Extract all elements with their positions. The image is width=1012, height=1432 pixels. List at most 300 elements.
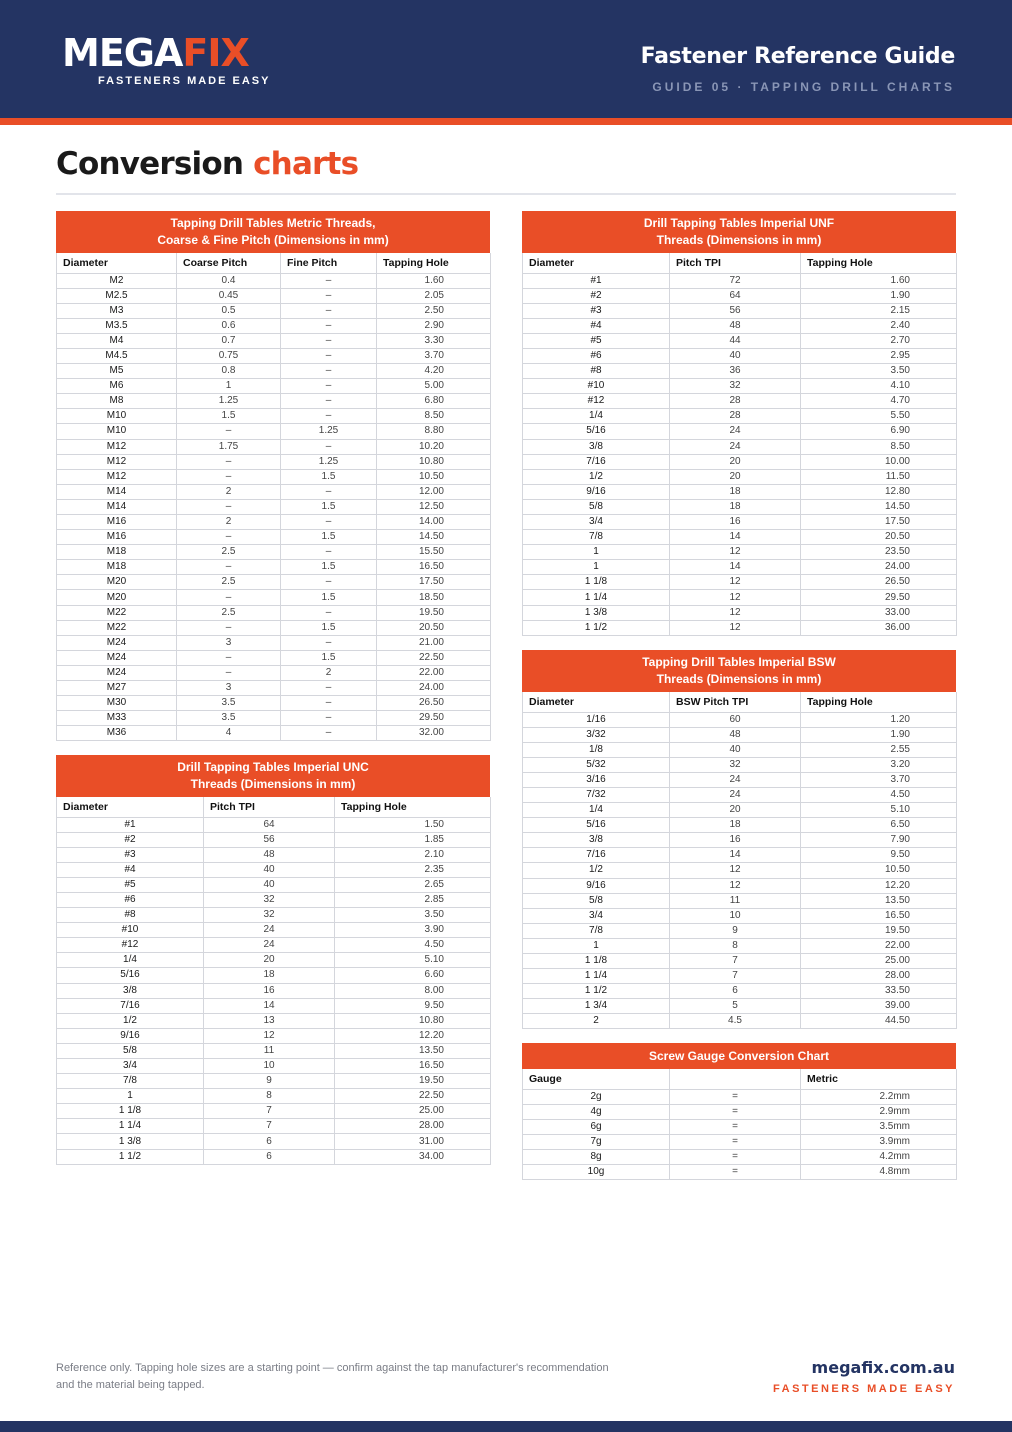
table-cell: 1.25 [281, 454, 377, 469]
table-cell: 9 [204, 1074, 335, 1089]
table-row [57, 364, 491, 379]
table-cell: – [177, 424, 281, 439]
table-cell: 1.90 [801, 727, 957, 742]
table-cell: 3/32 [523, 727, 670, 742]
table-cell: 1.5 [281, 650, 377, 665]
logo-wordmark [62, 33, 272, 73]
column-header: Tapping Hole [801, 692, 957, 712]
table-cell: 36.00 [801, 620, 957, 635]
header-title: Fastener Reference Guide [640, 44, 955, 69]
table-cell: 7 [204, 1104, 335, 1119]
table-cell: 4.5 [670, 1014, 801, 1029]
table-row [523, 954, 957, 969]
table-row [523, 333, 957, 348]
table-cell: 7/8 [523, 923, 670, 938]
table-cell: #5 [523, 333, 670, 348]
table-row [523, 863, 957, 878]
table-header-row [57, 797, 491, 817]
table-cell: 12.00 [377, 484, 491, 499]
table-row [523, 560, 957, 575]
table-cell: 1.5 [281, 530, 377, 545]
table-cell: – [281, 288, 377, 303]
table-cell: 3.9mm [801, 1134, 957, 1149]
table-cell: 1/4 [523, 409, 670, 424]
page-header [0, 0, 1012, 118]
table-cell: 1 1/8 [57, 1104, 204, 1119]
table-cell: – [177, 530, 281, 545]
table-cell: 1.5 [281, 499, 377, 514]
table-cell: 12 [670, 878, 801, 893]
table-cell: 12.20 [335, 1028, 491, 1043]
table-cell: 10.50 [377, 469, 491, 484]
table-row [57, 650, 491, 665]
table-row [57, 499, 491, 514]
table-cell: 21.00 [377, 635, 491, 650]
table-cell: 10g [523, 1164, 670, 1179]
table-cell: – [177, 469, 281, 484]
table-row [523, 969, 957, 984]
table-cell: 2.15 [801, 303, 957, 318]
table-row [523, 318, 957, 333]
column-header: Metric [801, 1069, 957, 1089]
table-cell: 2.90 [377, 318, 491, 333]
table-cell: 2 [177, 484, 281, 499]
table-row [523, 727, 957, 742]
table-cell: 5.10 [801, 803, 957, 818]
table-cell: = [670, 1089, 801, 1104]
table-cell: – [281, 545, 377, 560]
table-row [523, 575, 957, 590]
table-cell: 36 [670, 364, 801, 379]
table-cell: 1/4 [57, 953, 204, 968]
table-cell: #6 [523, 348, 670, 363]
table-row [57, 1013, 491, 1028]
table-cell: 2 [523, 1014, 670, 1029]
table-row [523, 878, 957, 893]
table-cell: 16.50 [801, 908, 957, 923]
table-cell: 24 [670, 787, 801, 802]
table-row [57, 409, 491, 424]
table-cell: #6 [57, 892, 204, 907]
table-cell: 14 [204, 998, 335, 1013]
table-cell: 7 [204, 1119, 335, 1134]
table-row [523, 1134, 957, 1149]
table-cell: 2.9mm [801, 1104, 957, 1119]
table-row [523, 938, 957, 953]
table-cell: 0.5 [177, 303, 281, 318]
table-row [523, 893, 957, 908]
table-row [57, 515, 491, 530]
table-cell: 0.6 [177, 318, 281, 333]
table-cell: 4g [523, 1104, 670, 1119]
screw-gauge-table [522, 1043, 956, 1180]
table-row [523, 590, 957, 605]
table-cell: 6 [670, 984, 801, 999]
table-row [57, 469, 491, 484]
table-cell: 1/16 [523, 712, 670, 727]
table-cell: 3/8 [523, 439, 670, 454]
table-cell: 7/8 [523, 530, 670, 545]
table-row [523, 454, 957, 469]
table-cell: 14.00 [377, 515, 491, 530]
table-cell: – [281, 273, 377, 288]
table-cell: 28.00 [801, 969, 957, 984]
table-cell: 14 [670, 848, 801, 863]
table-row [57, 1134, 491, 1149]
header-subtitle: GUIDE 05 · TAPPING DRILL CHARTS [652, 80, 955, 94]
table-cell: – [281, 515, 377, 530]
table-cell: M8 [57, 394, 177, 409]
table-cell: 1.60 [801, 273, 957, 288]
table-cell: 7/16 [523, 848, 670, 863]
table-cell: 1 1/2 [523, 620, 670, 635]
table-cell: M36 [57, 726, 177, 741]
table-cell: 20 [670, 454, 801, 469]
table-cell: 4.50 [801, 787, 957, 802]
table-cell: #4 [57, 862, 204, 877]
table-cell: – [281, 605, 377, 620]
table-row [57, 439, 491, 454]
table-cell: 26.50 [377, 696, 491, 711]
table-cell: – [177, 499, 281, 514]
table-cell: 14 [670, 530, 801, 545]
table-cell: 5.00 [377, 379, 491, 394]
table-cell: 40 [670, 348, 801, 363]
page-title [56, 146, 358, 182]
table-row [523, 999, 957, 1014]
column-header: Diameter [57, 797, 204, 817]
table-cell: – [281, 364, 377, 379]
table-cell: 23.50 [801, 545, 957, 560]
table-cell: = [670, 1119, 801, 1134]
logo-tagline: FASTENERS MADE EASY [98, 75, 271, 87]
table-cell: 20.50 [801, 530, 957, 545]
table-cell: – [177, 454, 281, 469]
column-header: Pitch TPI [670, 253, 801, 273]
table-cell: 3/4 [57, 1059, 204, 1074]
table-cell: 14.50 [377, 530, 491, 545]
table-cell: M12 [57, 439, 177, 454]
table-cell: – [281, 696, 377, 711]
column-header: BSW Pitch TPI [670, 692, 801, 712]
table-row [57, 665, 491, 680]
table-cell: 10.80 [335, 1013, 491, 1028]
table-cell: 20 [670, 803, 801, 818]
table-cell: 1/2 [523, 469, 670, 484]
title-divider [56, 193, 956, 195]
table-cell: 2.5 [177, 545, 281, 560]
table-cell: 6 [204, 1149, 335, 1164]
table-row [523, 1149, 957, 1164]
table-cell: 1.90 [801, 288, 957, 303]
table-cell: 22.50 [335, 1089, 491, 1104]
table-cell: 4.70 [801, 394, 957, 409]
table-cell: 2 [281, 665, 377, 680]
table-cell: 1.5 [177, 409, 281, 424]
table-cell: 3 [177, 681, 281, 696]
table-cell: 8.80 [377, 424, 491, 439]
table-row [523, 712, 957, 727]
table-cell: 4.8mm [801, 1164, 957, 1179]
table-cell: 1 1/4 [523, 590, 670, 605]
table-cell: – [281, 681, 377, 696]
table-cell: 2.65 [335, 877, 491, 892]
table-cell: 24 [204, 938, 335, 953]
table-row [57, 892, 491, 907]
table-cell: 2.05 [377, 288, 491, 303]
table-cell: 3/8 [57, 983, 204, 998]
table-cell: 13 [204, 1013, 335, 1028]
table-cell: – [281, 439, 377, 454]
table-cell: 12 [204, 1028, 335, 1043]
table-cell: 72 [670, 273, 801, 288]
table-cell: 1.75 [177, 439, 281, 454]
table-cell: 5/8 [523, 499, 670, 514]
unc-table-heading [56, 755, 490, 797]
table-cell: 2.35 [335, 862, 491, 877]
table-row [523, 348, 957, 363]
table-row [57, 530, 491, 545]
table-cell: 1.5 [281, 560, 377, 575]
table-cell: 24 [670, 424, 801, 439]
table-row [57, 968, 491, 983]
table-cell: 9.50 [801, 848, 957, 863]
metric-threads-table [56, 211, 490, 741]
table-cell: 1 3/8 [57, 1134, 204, 1149]
column-header: Diameter [523, 692, 670, 712]
unc-threads-table [56, 755, 490, 1165]
table-row [523, 545, 957, 560]
table-cell: M12 [57, 469, 177, 484]
table-cell: 16 [670, 833, 801, 848]
table-cell: #2 [57, 832, 204, 847]
table-cell: 1.25 [177, 394, 281, 409]
table-cell: 3.5mm [801, 1119, 957, 1134]
table-cell: 16 [204, 983, 335, 998]
table-cell: 1 [523, 938, 670, 953]
unf-table-title-line1: Drill Tapping Tables Imperial UNF [643, 216, 835, 230]
table-row [57, 560, 491, 575]
table-cell: 7/32 [523, 787, 670, 802]
table-cell: 1.5 [281, 469, 377, 484]
table-cell: = [670, 1104, 801, 1119]
table-cell: 44.50 [801, 1014, 957, 1029]
table-cell: 18 [670, 818, 801, 833]
table-cell: M10 [57, 424, 177, 439]
table-cell: #10 [523, 379, 670, 394]
table-cell: #10 [57, 923, 204, 938]
table-cell: 10.00 [801, 454, 957, 469]
table-row [57, 605, 491, 620]
table-cell: 6.50 [801, 818, 957, 833]
table-row [523, 787, 957, 802]
table-row [57, 1104, 491, 1119]
table-cell: M22 [57, 605, 177, 620]
table-cell: M2.5 [57, 288, 177, 303]
column-header [670, 1069, 801, 1089]
table-cell: – [281, 484, 377, 499]
table-cell: 3/4 [523, 908, 670, 923]
table-cell: 1.5 [281, 620, 377, 635]
table-row [523, 530, 957, 545]
unf-table-grid [522, 253, 957, 636]
table-cell: 11 [670, 893, 801, 908]
gauge-table-heading [522, 1043, 956, 1069]
table-cell: M2 [57, 273, 177, 288]
table-cell: 2g [523, 1089, 670, 1104]
table-cell: 4 [177, 726, 281, 741]
table-cell: 13.50 [801, 893, 957, 908]
table-row [57, 288, 491, 303]
table-cell: 13.50 [335, 1043, 491, 1058]
table-cell: 7.90 [801, 833, 957, 848]
table-cell: 28.00 [335, 1119, 491, 1134]
table-header-row [57, 253, 491, 273]
footer-website-link[interactable]: megafix.com.au [811, 1358, 955, 1377]
table-cell: M3 [57, 303, 177, 318]
table-row [57, 454, 491, 469]
table-row [57, 817, 491, 832]
table-cell: 6.80 [377, 394, 491, 409]
table-cell: 1 1/4 [57, 1119, 204, 1134]
table-cell: 19.50 [801, 923, 957, 938]
column-header: Tapping Hole [377, 253, 491, 273]
page-title-main: Conversion [56, 146, 244, 182]
metric-table-heading [56, 211, 490, 253]
table-row [523, 772, 957, 787]
table-cell: 48 [670, 727, 801, 742]
table-cell: – [281, 318, 377, 333]
table-cell: #12 [523, 394, 670, 409]
table-cell: 12 [670, 863, 801, 878]
table-cell: 5.10 [335, 953, 491, 968]
table-cell: 3.70 [377, 348, 491, 363]
table-row [57, 998, 491, 1013]
table-cell: 1.85 [335, 832, 491, 847]
table-cell: 4.10 [801, 379, 957, 394]
table-cell: #12 [57, 938, 204, 953]
table-cell: 44 [670, 333, 801, 348]
table-cell: 6.90 [801, 424, 957, 439]
bsw-threads-table [522, 650, 956, 1029]
megafix-logo [62, 33, 272, 87]
gauge-table-grid [522, 1069, 957, 1180]
header-accent-stripe [0, 118, 1012, 125]
table-cell: 32 [204, 908, 335, 923]
table-cell: 24 [670, 772, 801, 787]
table-cell: 11.50 [801, 469, 957, 484]
table-row [57, 696, 491, 711]
table-row [57, 424, 491, 439]
table-cell: 0.8 [177, 364, 281, 379]
table-cell: 12 [670, 620, 801, 635]
table-row [523, 1014, 957, 1029]
table-cell: 40 [204, 877, 335, 892]
table-row [57, 1149, 491, 1164]
table-cell: 9/16 [523, 878, 670, 893]
table-cell: 1 1/2 [523, 984, 670, 999]
table-cell: 16 [670, 515, 801, 530]
column-header: Diameter [523, 253, 670, 273]
table-cell: #1 [523, 273, 670, 288]
table-cell: 2.85 [335, 892, 491, 907]
metric-table-title-line2: Coarse & Fine Pitch (Dimensions in mm) [157, 233, 389, 247]
table-cell: 20 [670, 469, 801, 484]
table-row [57, 620, 491, 635]
table-cell: – [177, 560, 281, 575]
table-cell: 10 [204, 1059, 335, 1074]
column-header: Coarse Pitch [177, 253, 281, 273]
table-cell: 1 [57, 1089, 204, 1104]
table-cell: – [281, 303, 377, 318]
table-cell: M24 [57, 665, 177, 680]
table-cell: 12.20 [801, 878, 957, 893]
table-cell: M18 [57, 545, 177, 560]
table-row [57, 877, 491, 892]
table-cell: 17.50 [377, 575, 491, 590]
table-cell: 1 3/8 [523, 605, 670, 620]
table-cell: 10 [670, 908, 801, 923]
unf-table-heading [522, 211, 956, 253]
column-header: Fine Pitch [281, 253, 377, 273]
table-cell: 64 [204, 817, 335, 832]
metric-table-title-line1: Tapping Drill Tables Metric Threads, [170, 216, 376, 230]
table-cell: 7g [523, 1134, 670, 1149]
table-cell: 1 3/4 [523, 999, 670, 1014]
table-cell: 12 [670, 590, 801, 605]
table-cell: 0.7 [177, 333, 281, 348]
table-row [523, 848, 957, 863]
table-cell: M18 [57, 560, 177, 575]
unf-table-title-line2: Threads (Dimensions in mm) [656, 233, 822, 247]
table-cell: 33.50 [801, 984, 957, 999]
table-cell: 28 [670, 409, 801, 424]
table-cell: 5/16 [523, 818, 670, 833]
table-cell: M16 [57, 515, 177, 530]
table-cell: 1 1/2 [57, 1149, 204, 1164]
table-cell: #8 [523, 364, 670, 379]
gauge-table-title: Screw Gauge Conversion Chart [648, 1048, 830, 1063]
table-cell: 1/2 [57, 1013, 204, 1028]
table-row [523, 620, 957, 635]
table-cell: – [281, 379, 377, 394]
unc-table-grid [56, 797, 491, 1165]
table-cell: – [281, 333, 377, 348]
table-row [523, 303, 957, 318]
table-cell: M33 [57, 711, 177, 726]
table-row [523, 818, 957, 833]
table-row [57, 333, 491, 348]
table-cell: 12 [670, 605, 801, 620]
table-cell: 2.95 [801, 348, 957, 363]
table-cell: 18.50 [377, 590, 491, 605]
table-cell: M30 [57, 696, 177, 711]
table-cell: 5/16 [523, 424, 670, 439]
table-cell: 7/8 [57, 1074, 204, 1089]
table-cell: 7 [670, 954, 801, 969]
unc-table-title-line1: Drill Tapping Tables Imperial UNC [177, 760, 369, 774]
table-cell: #3 [57, 847, 204, 862]
column-header: Pitch TPI [204, 797, 335, 817]
table-cell: #4 [523, 318, 670, 333]
table-cell: 6.60 [335, 968, 491, 983]
unf-threads-table [522, 211, 956, 636]
table-cell: 18 [670, 499, 801, 514]
table-cell: 32 [204, 892, 335, 907]
table-row [57, 1043, 491, 1058]
table-row [57, 983, 491, 998]
table-row [523, 469, 957, 484]
